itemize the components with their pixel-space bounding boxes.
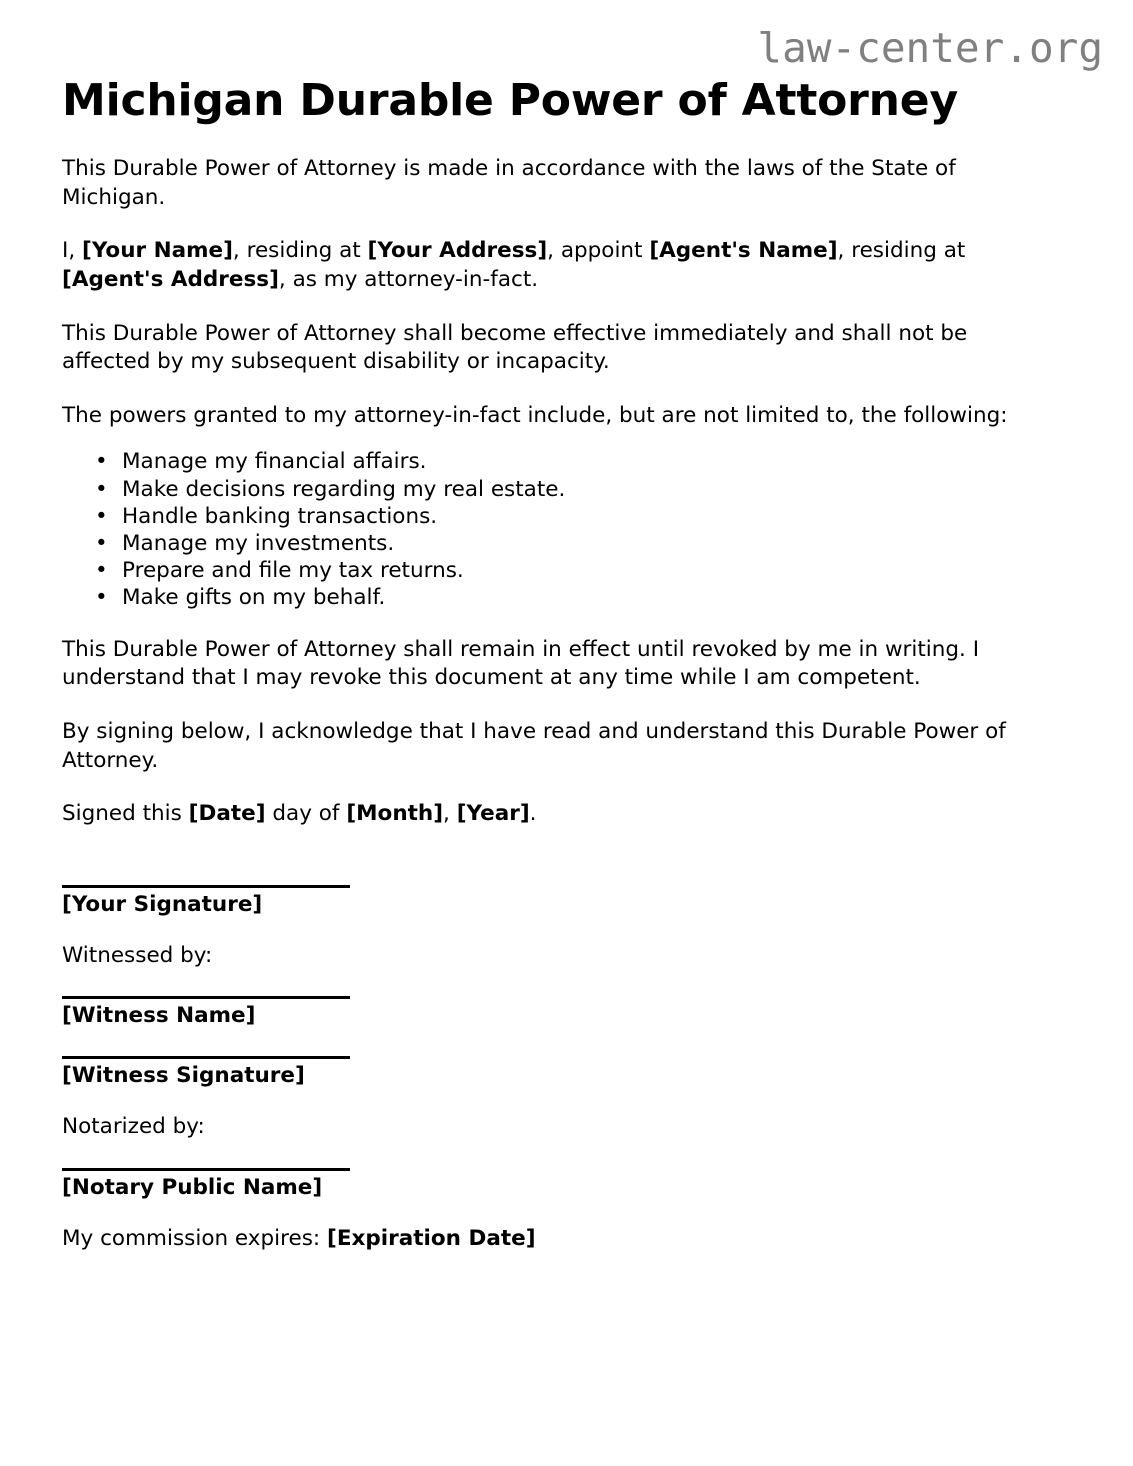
placeholder-year: [Year] bbox=[456, 801, 530, 827]
placeholder-agent-address: [Agent's Address] bbox=[62, 267, 279, 293]
signed-segment-1: Signed this bbox=[62, 801, 189, 827]
placeholder-your-address: [Your Address] bbox=[367, 238, 548, 264]
witness-name-group bbox=[62, 996, 1071, 1030]
signed-date-line bbox=[62, 775, 1047, 829]
paragraph-intro: This Durable Power of Attorney is made in accordance with the laws of the State of Michigan. bbox=[62, 156, 956, 210]
notary-public-caption: [Notary Public Name] bbox=[62, 1174, 323, 1200]
appointment-segment-5: , as my attorney-in-fact. bbox=[278, 267, 539, 293]
appointment-segment-3: , appoint bbox=[547, 238, 650, 264]
paragraph-appointment bbox=[62, 212, 1047, 294]
witness-signature-caption: [Witness Signature] bbox=[62, 1063, 305, 1089]
list-item: • Make decisions regarding my real estate. bbox=[62, 476, 1047, 503]
witness-name-caption: [Witness Name] bbox=[62, 1003, 256, 1029]
list-item: • Prepare and file my tax returns. bbox=[62, 557, 1047, 584]
notary-public-group bbox=[62, 1168, 1071, 1202]
paragraph-revocation: This Durable Power of Attorney shall remain in effect until revoked by me in writing. I understand that I may revoke this document at any time while I am competent. bbox=[62, 636, 980, 691]
appointment-segment-2: , residing at bbox=[232, 238, 368, 264]
list-item: • Manage my investments. bbox=[62, 530, 1047, 557]
paragraph-acknowledgement: By signing below, I acknowledge that I have read and understand this Durable Power of Attorney. bbox=[62, 719, 1006, 773]
placeholder-agent-name: [Agent's Name] bbox=[649, 238, 838, 264]
list-item: • Manage my financial affairs. bbox=[62, 448, 1047, 475]
list-item: • Handle banking transactions. bbox=[62, 503, 1047, 530]
placeholder-your-name: [Your Name] bbox=[82, 238, 233, 264]
signed-segment-3: , bbox=[443, 801, 457, 827]
your-signature-group bbox=[62, 885, 1071, 919]
placeholder-month: [Month] bbox=[346, 801, 444, 827]
signed-segment-2: day of bbox=[265, 801, 347, 827]
your-signature-caption: [Your Signature] bbox=[62, 891, 263, 917]
placeholder-date: [Date] bbox=[188, 801, 266, 827]
notarized-by-label: Notarized by: bbox=[62, 1114, 205, 1140]
placeholder-expiration-date: [Expiration Date] bbox=[327, 1225, 536, 1251]
powers-list bbox=[62, 430, 1047, 610]
signature-section bbox=[62, 829, 1071, 1254]
page-title: Michigan Durable Power of Attorney bbox=[62, 75, 958, 126]
witness-signature-group bbox=[62, 1056, 1071, 1090]
appointment-segment-1: I, bbox=[62, 238, 83, 264]
paragraph-powers-intro: The powers granted to my attorney-in-fact include, but are not limited to, the following: bbox=[62, 402, 1008, 428]
signed-segment-4: . bbox=[529, 801, 537, 827]
commission-expires-line bbox=[62, 1202, 1071, 1254]
site-watermark: law-center.org bbox=[757, 24, 1103, 72]
list-item: • Make gifts on my behalf. bbox=[62, 584, 1047, 611]
appointment-segment-4: , residing at bbox=[837, 238, 966, 264]
paragraph-effectiveness: This Durable Power of Attorney shall become effective immediately and shall not be affected by my subsequent disability or incapacity. bbox=[62, 320, 968, 375]
commission-expires-label: My commission expires: bbox=[62, 1225, 328, 1251]
witnessed-by-label: Witnessed by: bbox=[62, 942, 213, 968]
